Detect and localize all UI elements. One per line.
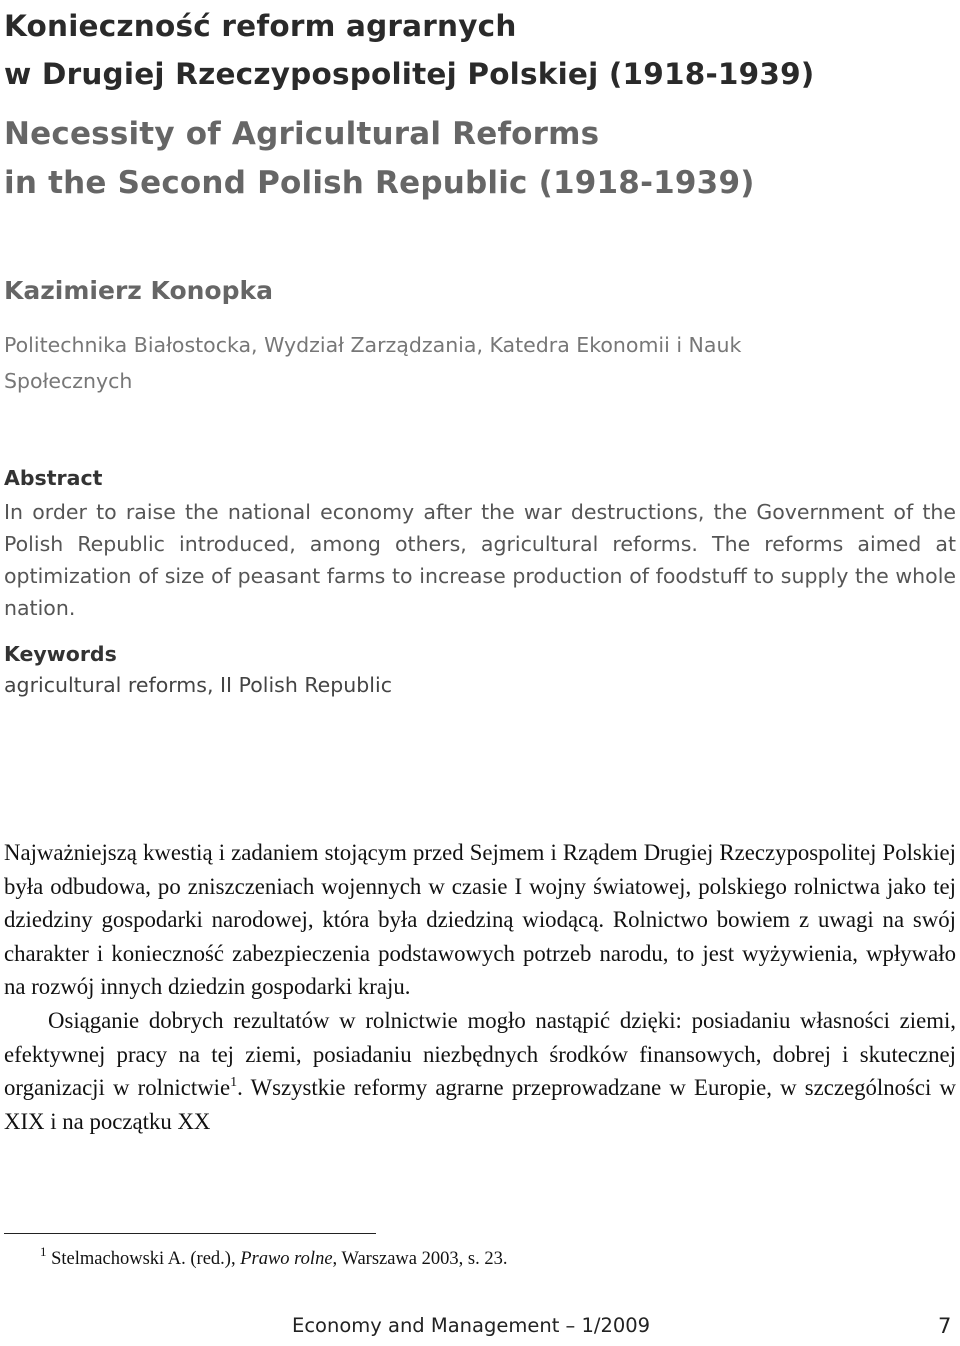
affiliation-line-2: Społecznych [4, 369, 133, 393]
title-english-line-1: Necessity of Agricultural Reforms [4, 116, 600, 152]
abstract-text: In order to raise the national economy after the war destructions, the Government of the Polish Republic introduced, among others, agricultural reforms. The reforms aimed at optimization of size of peasant farms to increase production of foodstuff to supply the whole nation. [4, 500, 956, 620]
title-polish-line-1: Konieczność reform agrarnych [4, 9, 517, 43]
keywords-heading: Keywords [4, 642, 117, 666]
main-text [4, 836, 956, 1138]
abstract-heading: Abstract [4, 466, 103, 490]
footer-journal: Economy and Management – 1/2009 [292, 1314, 651, 1337]
affiliation [4, 327, 904, 399]
paragraph-2 [4, 1004, 956, 1138]
footnote-reference[interactable]: 1 [230, 1075, 238, 1091]
paragraph-1: Najważniejszą kwestią i zadaniem stojącym przed Sejmem i Rządem Drugiej Rzeczypospolitej Polskiej była odbudowa, po zniszczeniach wojennych w czasie I wojny światowej, polskiego rolnictwa jako tej dziedziny gospodarki narodowej, która była dziedziną wiodącą. Rolnictwo bowiem z uwagi na swój charakter i konieczność zabezpieczenia podstawowych potrzeb narodu, to jest wyżywienia, wpływało na rozwój innych dziedzin gospodarki kraju. [4, 840, 956, 1000]
affiliation-line-1: Politechnika Białostocka, Wydział Zarządzania, Katedra Ekonomii i Nauk [4, 333, 742, 357]
footnote [40, 1240, 507, 1278]
keywords-text: agricultural reforms, II Polish Republic [4, 673, 392, 697]
paragraph-2-text-b: . Wszystkie reformy agrarne przeprowadzane w Europie, w szczególności w XIX i na początku XX [4, 1075, 956, 1134]
title-polish [4, 2, 944, 98]
footnote-separator [4, 1233, 376, 1234]
footnote-title: Prawo rolne [240, 1249, 333, 1269]
title-english-line-2: in the Second Polish Republic (1918-1939) [4, 165, 755, 201]
footnote-rest: , Warszawa 2003, s. 23. [332, 1249, 508, 1269]
page-number: 7 [938, 1314, 952, 1338]
author-name: Kazimierz Konopka [4, 276, 273, 305]
paragraph-2-text-a: Osiąganie dobrych rezultatów w rolnictwie mogło nastąpić dzięki: posiadaniu własności ziemi, efektywnej pracy na tej ziemi, posiadaniu niezbędnych środków finansowych, dobrej i skutecznej organizacji w rolnictwie [4, 1007, 956, 1101]
footnote-number: 1 [40, 1244, 47, 1259]
title-polish-line-2: w Drugiej Rzeczypospolitej Polskiej (1918-1939) [4, 57, 815, 91]
title-english [4, 110, 944, 208]
footnote-author: Stelmachowski A. (red.), [51, 1249, 241, 1269]
